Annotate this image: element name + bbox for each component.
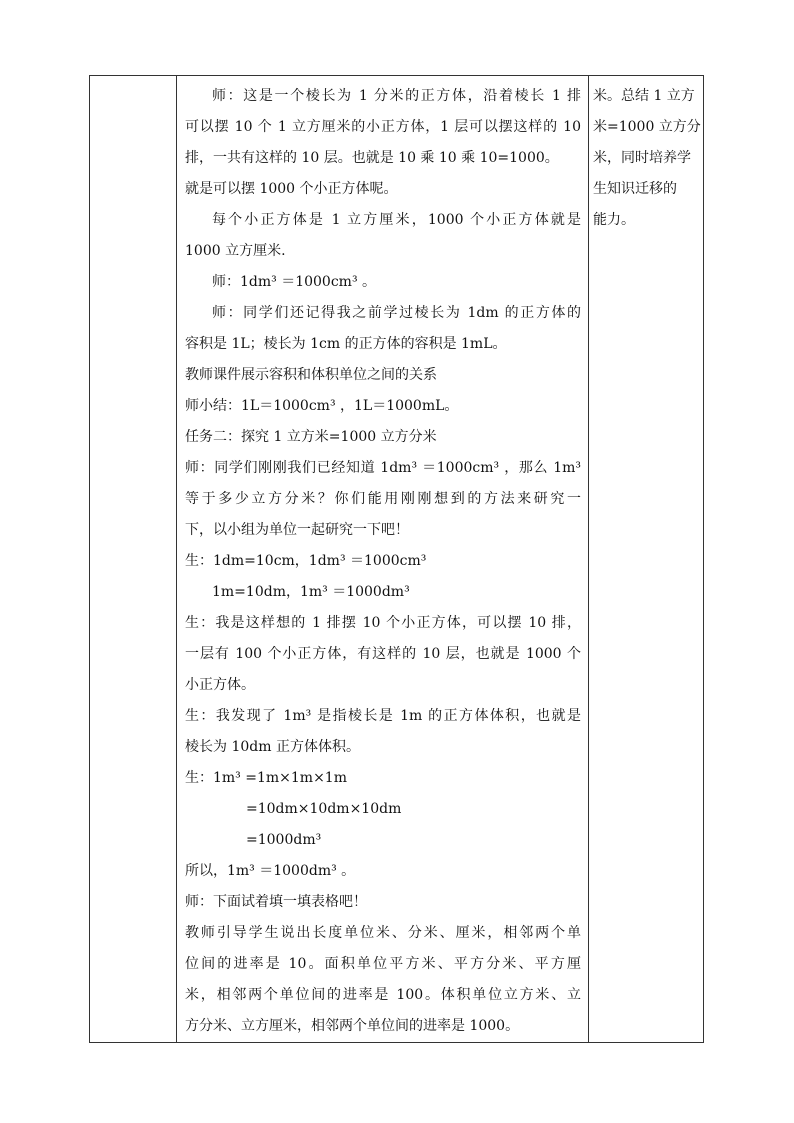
text-line: 小正方体。 <box>185 677 255 693</box>
note-line: 米=1000 立方分 <box>593 119 701 135</box>
text-line: 1000 立方厘米. <box>185 243 286 259</box>
text-line: 师：下面试着填一填表格吧！ <box>185 894 367 910</box>
text-line: 方分米、立方厘米，相邻两个单位间的进率是 1000。 <box>185 1018 520 1034</box>
note-line: 米，同时培养学 <box>593 150 691 166</box>
text-line: 米，相邻两个单位间的进率是 100。体积单位立方米、立 <box>185 987 581 1003</box>
text-line: 下，以小组为单位一起研究一下吧！ <box>185 522 409 538</box>
text-line: 师小结：1L＝1000cm³ ，1L＝1000mL。 <box>185 398 459 414</box>
text-line: 排，一共有这样的 10 层。也就是 10 乘 10 乘 10=1000。 <box>185 150 559 166</box>
text-line: 1m=10dm，1m³ ＝1000dm³ <box>212 584 410 600</box>
text-line: 位间的进率是 10。面积单位平方米、平方分米、平方厘 <box>185 956 581 972</box>
column-divider-left <box>176 76 177 1042</box>
text-line: 教师引导学生说出长度单位米、分米、厘米，相邻两个单 <box>185 925 581 941</box>
text-line: 师：这是一个棱长为 1 分米的正方体，沿着棱长 1 排 <box>212 88 581 104</box>
note-line: 生知识迁移的 <box>593 181 677 197</box>
teaching-process-cell <box>185 81 581 1042</box>
column-divider-right <box>588 76 589 1042</box>
text-line: 任务二：探究 1 立方米=1000 立方分米 <box>185 429 437 445</box>
note-line: 能力。 <box>593 212 635 228</box>
text-line: 师：1dm³ ＝1000cm³ 。 <box>212 274 377 290</box>
text-line: 生：我发现了 1m³ 是指棱长是 1m 的正方体体积，也就是 <box>185 708 581 724</box>
note-line: 米。总结 1 立方 <box>593 88 695 104</box>
text-line: 师：同学们刚刚我们已经知道 1dm³ ＝1000cm³ ，那么 1m³ <box>185 460 581 476</box>
text-line: 所以，1m³ ＝1000dm³ 。 <box>185 863 356 879</box>
text-line: 可以摆 10 个 1 立方厘米的小正方体，1 层可以摆这样的 10 <box>185 119 581 135</box>
text-line: 棱长为 10dm 正方体体积。 <box>185 739 360 755</box>
text-line: 等于多少立方分米？你们能用刚刚想到的方法来研究一 <box>185 491 581 507</box>
text-line: 教师课件展示容积和体积单位之间的关系 <box>185 367 437 383</box>
text-line: 就是可以摆 1000 个小正方体呢。 <box>185 181 398 197</box>
text-line: 每个小正方体是 1 立方厘米，1000 个小正方体就是 <box>212 212 581 228</box>
text-line: 生：1m³ =1m×1m×1m <box>185 770 347 786</box>
text-line: =10dm×10dm×10dm <box>246 801 402 817</box>
text-line: 一层有 100 个小正方体，有这样的 10 层，也就是 1000 个 <box>185 646 581 662</box>
text-line: 生：我是这样想的 1 排摆 10 个小正方体，可以摆 10 排， <box>185 615 581 631</box>
design-intent-cell <box>593 81 699 236</box>
lesson-table <box>89 75 704 1043</box>
text-line: 师：同学们还记得我之前学过棱长为 1dm 的正方体的 <box>212 305 581 321</box>
text-line: 容积是 1L；棱长为 1cm 的正方体的容积是 1mL。 <box>185 336 507 352</box>
text-line: =1000dm³ <box>246 832 322 848</box>
text-line: 生：1dm=10cm，1dm³ ＝1000cm³ <box>185 553 427 569</box>
